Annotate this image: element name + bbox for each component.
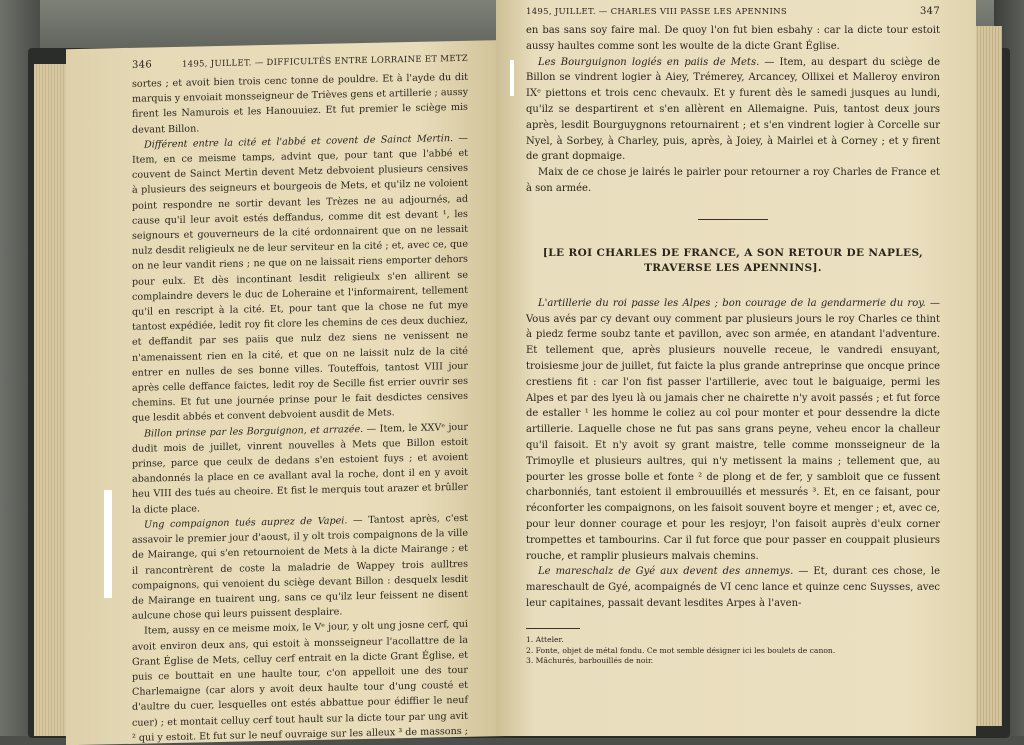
paragraph-text: — Vous avés par cy devant ouy comment par plusieurs jours le roy Charles ce thint à piedz ferme soubz tante et pavillon, avec son armée, en atandant l'adventure. Et tellement que, après plusieurs nouvelle receue, le vandredi ensuyant, troisiesme jour de juillet, fut faicte la plus grande antreprinse que oncque prince crestiens fit : car l'on fist passer l'artillerie, avec tout le baiguaige, permi les Alpes et par des lyeu là ou jamais cher ne chairette n'y avoit passés ; et fut force de estaller ¹ les homme le coliez au col pour monter et pour dessendre la dicte artillerie. Laquelle chose ne fut pas sans grans peyne, veheu encor la challeur qu'il faisoit. Et n'y avoit sy grant maistre, telle comme monsseigneur de la Trimoylle et plusieurs aultres, qui n'y metissent la mains ; tellement que, au pourter les grosse bolle et fonte ² de plong et de fer, y sambloit que ce fussent charbonniés, tant estoient il embrouuillés et messurés ³. Et, en ce faisant, pour réconforter les compaignons, on les faisoit souvent boyre et menger ; et, avec ce, pour leur donner courage et pour les resjoyr, l'on faisoit auprès d'eulx corner trompettes et tambourins. Car il fut force que pour passer en couppait plusieurs rouche, et ramplir plusieurs malvais chemins. bbox=[526, 297, 940, 562]
paragraph bbox=[526, 296, 940, 565]
right-body-text-bottom bbox=[526, 296, 940, 612]
paragraph-title: Les Bourguignon logiés en paiis de Mets. bbox=[538, 56, 760, 68]
section-heading bbox=[526, 246, 940, 276]
paragraph-title: Ung compaignon tués auprez de Vapei. bbox=[144, 515, 348, 531]
right-page bbox=[496, 0, 976, 736]
left-page-number: 346 bbox=[132, 59, 152, 71]
highlight-marker bbox=[104, 490, 112, 598]
section-heading-line: TRAVERSE LES APENNINS]. bbox=[644, 261, 822, 274]
paragraph bbox=[132, 511, 468, 624]
right-running-title: 1495, JUILLET. — CHARLES VIII PASSE LES APENNINS bbox=[526, 7, 788, 17]
left-running-title: 1495, JUILLET. — DIFFICULTÉS ENTRE LORRAINE ET METZ bbox=[181, 53, 468, 70]
paragraph-title: Le mareschalz de Gyé aux devent des annemys. bbox=[538, 566, 794, 578]
section-divider bbox=[698, 219, 768, 220]
paragraph bbox=[132, 131, 468, 427]
footnote: 2. Fonte, objet de métal fondu. Ce mot semble désigner ici les boulets de canon. bbox=[526, 645, 836, 655]
paragraph-text: — Et, durant ces chose, le mareschault de Gyé, acompaignés de VI cenc lance et quinze cenc Suysses, avec leur capitaines, passait devant lesdites Arpes à l'aven- bbox=[526, 566, 940, 609]
paragraph-text: — Item, en ce meisme tamps, advint que, pour tant que l'abbé et couvent de Sainct Mertin devent Metz debvoient plusieurs censives à plusieurs des seigneurs et bourgeois de Mets, et qu'ilz ne voloient point respondre ne sortir devant les Trèzes ne au adjournés, ad cause qu'il leur avoit estés deffandus, comme dit est devant ¹, les seignours et gouverneurs de la cité ordonnairent que on ne lessait nulz desdit religieulx ne de leur serviteur en la cité ; et, avec ce, que on ne leur vandit riens ; ne que on ne laissait riens emporter dehors pour eulx. Et dès incontinant lesdit religieulx s'en allirent se complaindre devers le duc de Loheraine et l'informairent, tellement qu'il en rescript à la cité. Et, pour tant que la chose ne fut mye tantost expédiée, ledit roy fit clore les chemins de ces deux duchiez, et deffandit par ses paiis que nulz dez siens ne venissent ne n'amenaissent rien en la cité, et que on ne laissit nulz de la cité entrer en nulles de ses bonne villes. Touteffois, tantost VIII jour après celle deffance faictes, ledit roy de Secille fist errier ouvrir ses chemins. Et fut une journée prinse pour le fait desdictes censives que lesdit abbés et convent debvoient ausdit de Mets. bbox=[132, 132, 468, 425]
paragraph-text: — Item, le XXVᵉ jour dudit mois de juillet, vinrent nouvelles à Mets que Billon estoit prinse, parce que ceulx de dedans s'en estoient fuys ; et avoient abandonnés la place en ce avallant aval la roche, dont il en y avoit heu VIII des tués au cheoire. Et fist le merquis tout arazer et brûller la dicte place. bbox=[132, 421, 468, 516]
paragraph-title: Billon prinse par les Borguignon, et arrazée. bbox=[144, 423, 364, 440]
section-heading-line: [LE ROI CHARLES DE FRANCE, A SON RETOUR DE NAPLES, bbox=[542, 246, 924, 259]
footnote: 3. Mâchurés, barbouillés de noir. bbox=[526, 656, 654, 666]
paragraph bbox=[132, 617, 468, 745]
left-running-head bbox=[132, 53, 468, 71]
right-footnotes bbox=[526, 635, 940, 667]
paragraph-text: Maix de ce chose je lairés le pairler pour retourner a roy Charles de France et à son armée. bbox=[526, 167, 940, 194]
paragraph bbox=[526, 564, 940, 611]
paragraph bbox=[132, 70, 468, 138]
footnote-separator bbox=[526, 628, 580, 629]
paragraph bbox=[526, 165, 940, 197]
paragraph bbox=[526, 23, 940, 55]
right-body-text-top bbox=[526, 23, 940, 197]
paragraph-text: sortes ; et avoit bien trois cenc tonne de pouldre. Et à l'ayde du dit marquis y envoiait monsseigneur de Trièves gens et artillerie ; aussy firent les Namurois et les Hanouuiez. Et fut premier le sciège mis devant Billon. bbox=[132, 71, 468, 136]
highlight-marker bbox=[510, 60, 514, 96]
left-page bbox=[66, 40, 506, 745]
right-page-number: 347 bbox=[920, 6, 940, 17]
paragraph-text: Item, aussy en ce meisme moix, le Vᵉ jour, y olt ung josne cerf, qui avoit environ deux ans, qui estoit à monsseigneur l'acollattre de la Grant Église de Mets, celluy cerf entrait en la dicte Grant Église, et puis ce bouttait en une haulte tour, c'on appelloit une des tour Charlemaigne (car alors y avoit deux haulte tour d'ung cousté et d'aultre du cuer, lesquelles ont estés abbattue pour édiffier le neuf cuer) ; et montait celluy cerf tout hault sur la dicte tour par ung avit ² qui y estoit. Et fut sur le neuf ouvraige sur les alleux ³ de massons ; bbox=[132, 619, 468, 744]
right-running-head bbox=[526, 6, 940, 17]
left-body-text bbox=[132, 70, 468, 745]
paragraph bbox=[526, 55, 940, 166]
paragraph-text: en bas sans soy faire mal. De quoy l'on fut bien esbahy : car la dicte tour estoit aussy haultes comme sont les woulte de la dicte Grant Église. bbox=[526, 25, 940, 52]
footnote: 1. Atteler. bbox=[526, 634, 564, 644]
paragraph-text: — Tantost après, c'est assavoir le premier jour d'aoust, il y olt trois compaignons de la ville de Mairange, qui s'en retournoient de Mets à la dicte Mairange ; et il rancontrèrent de coste la maladrie de Wappey trois aulltres compaignons, qui venoient du sciège devant Billon : desquelx lesdit de Mairange en tuairent ung, sans ce qu'ilz leur feissent ne disent aulcune chose qui leurs puissent desplaire. bbox=[132, 512, 468, 622]
paragraph bbox=[132, 419, 468, 517]
paragraph-title: Différent entre la cité et l'abbé et covent de Sainct Mertin. bbox=[144, 132, 454, 151]
paragraph-title: L'artillerie du roi passe les Alpes ; bon courage de la gendarmerie du roy. bbox=[538, 297, 926, 309]
paragraph-text: — Item, au despart du sciège de Billon se vindrent logier à Aiey, Trémerey, Arcancey, Ollixei et Malleroy environ IXᵉ piettons et trois cenc chevaulx. Et y furent dès le samedi jusques au lundi, qu'ilz se despartirent et s'en allèrent en Allemaigne. Puis, tantost deux jours après, lesdit Bourguygnons retournairent ; et s'en vindrent logier à Corcelle sur Nyel, à Sorbey, à Charley, puis, après, à Joiey, à Mairlei et à Corney ; et y firent de grant dopmaige. bbox=[526, 56, 940, 163]
